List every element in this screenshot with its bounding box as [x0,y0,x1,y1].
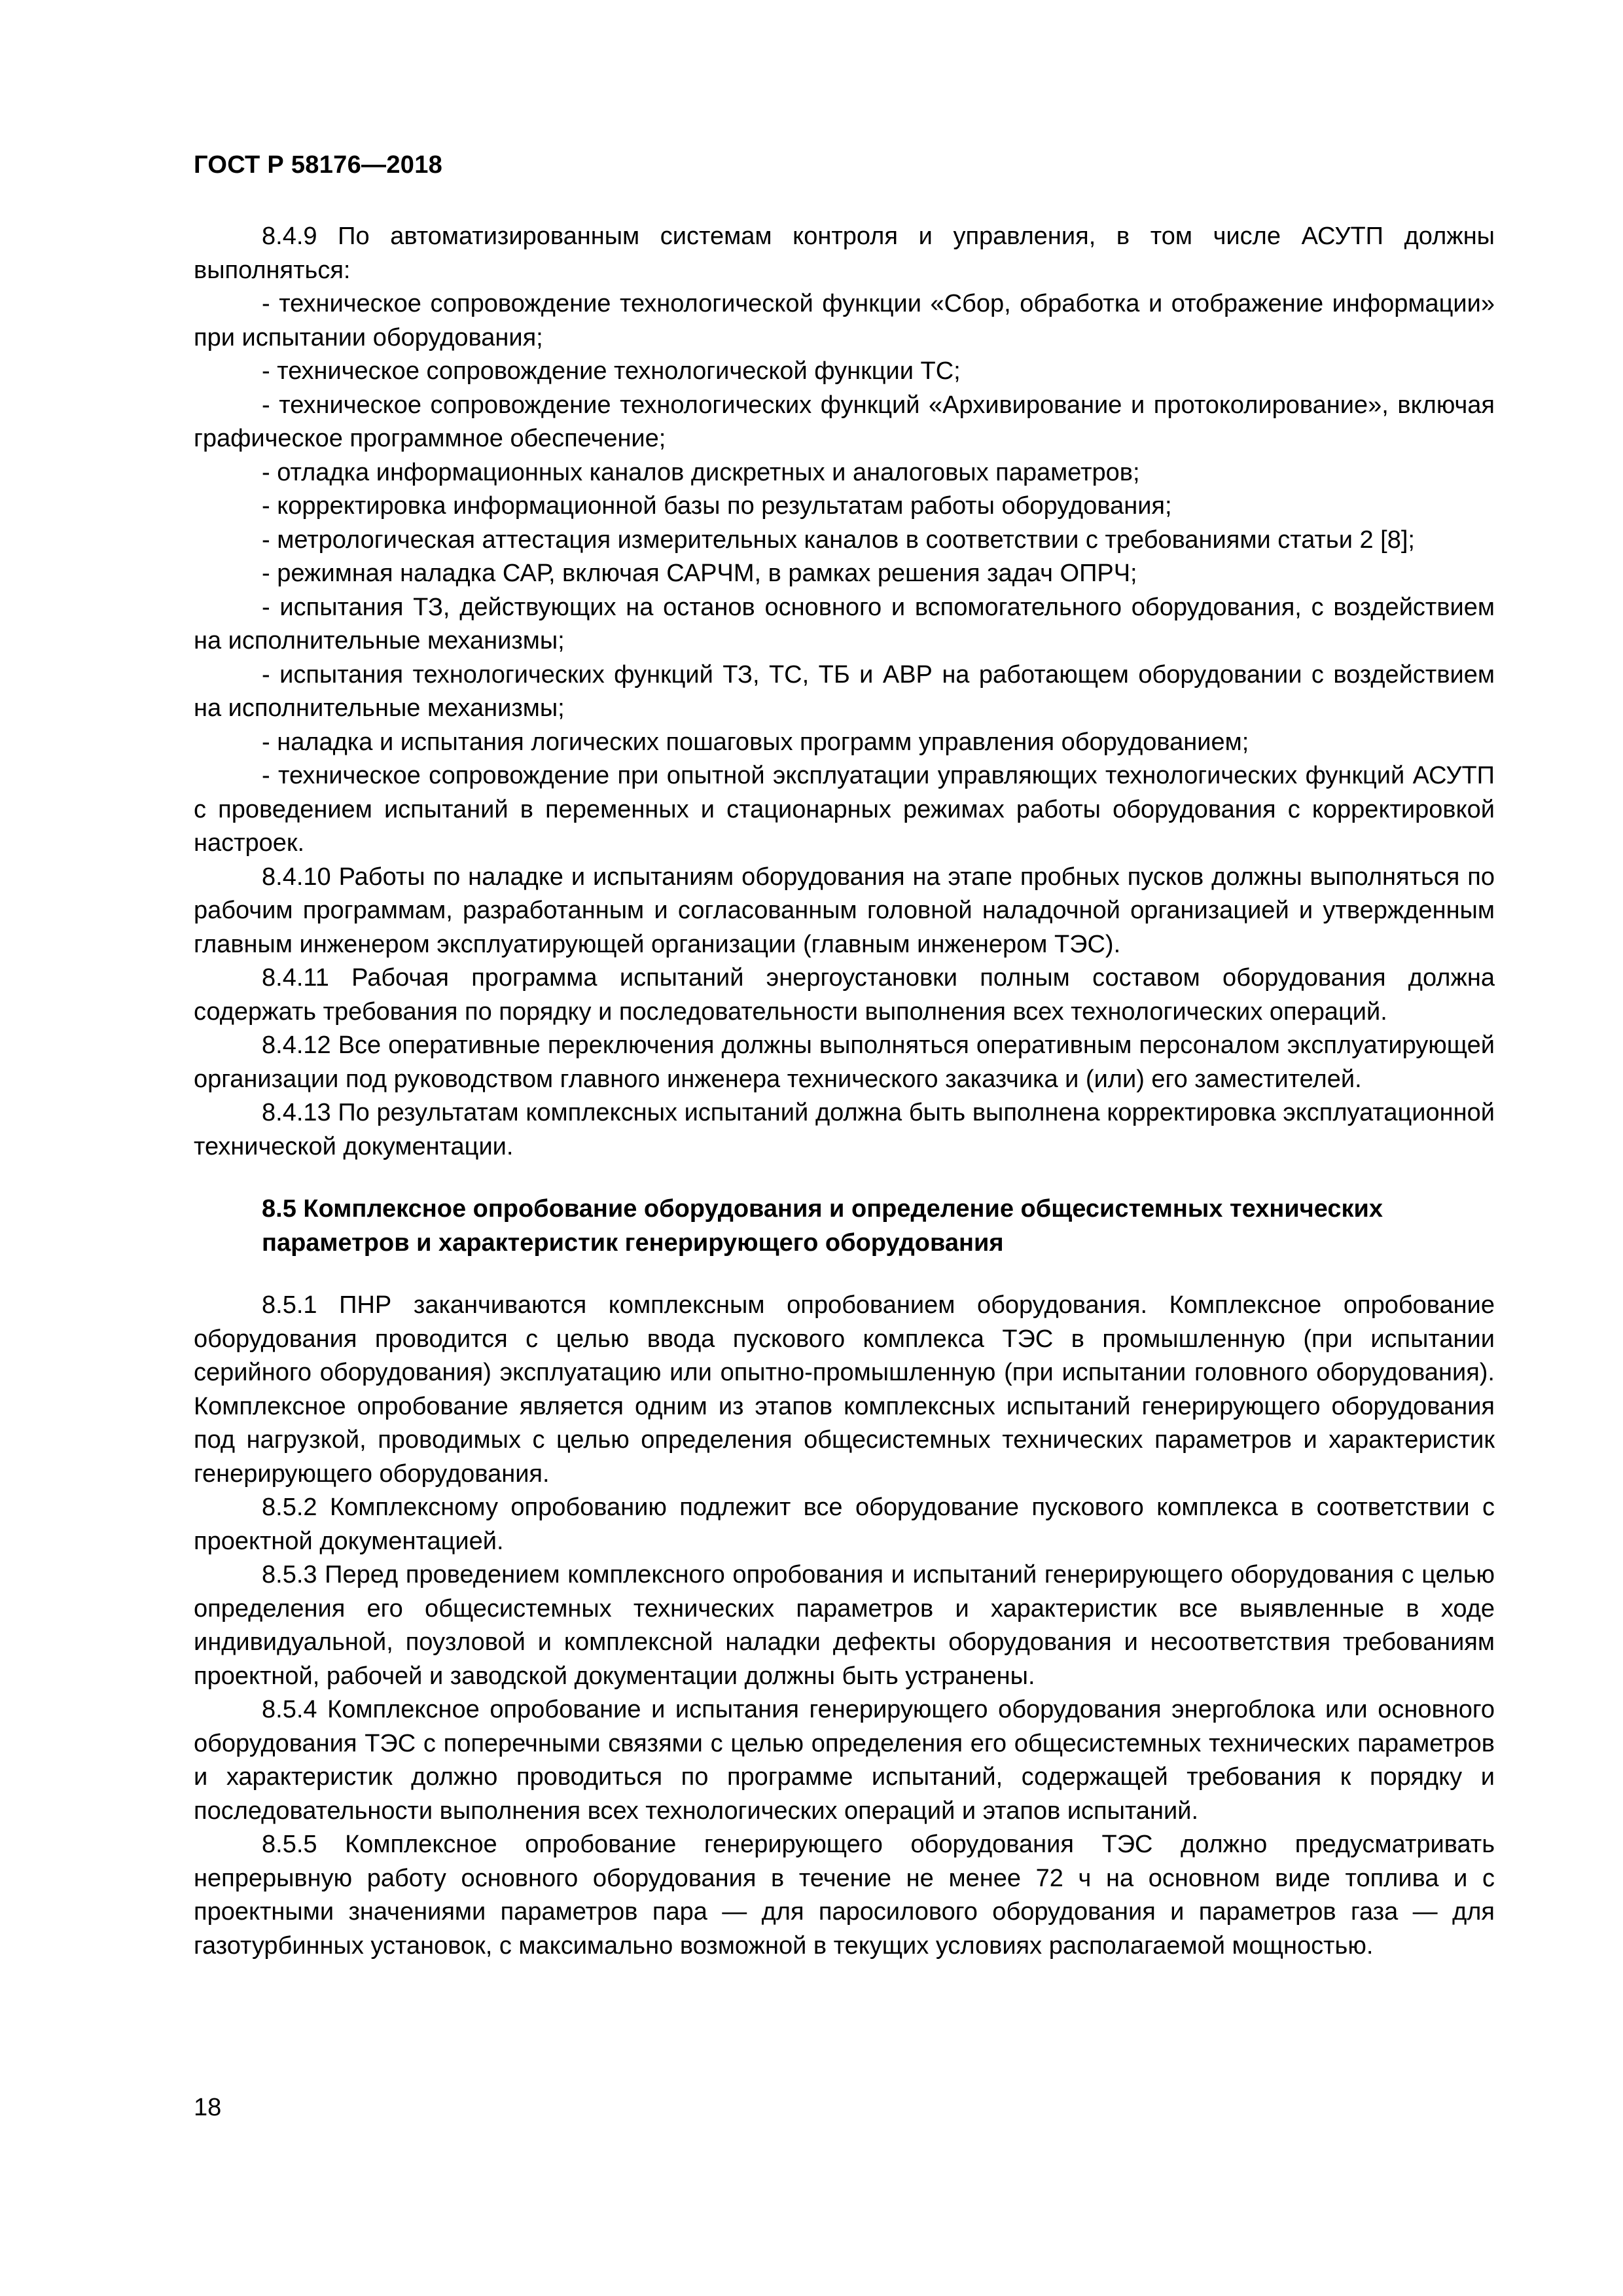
list-item: - метрологическая аттестация измерительных каналов в соответствии с требованиями статьи 2 [8]; [262,526,1415,554]
paragraph-8-4-13: 8.4.13 По результатам комплексных испытаний должна быть выполнена корректировка эксплуатационной технической документации. [194,1099,1495,1160]
list-item: - техническое сопровождение технологической функции ТС; [262,357,961,385]
list-item: - наладка и испытания логических пошаговых программ управления оборудованием; [262,728,1249,756]
paragraph-8-4-10: 8.4.10 Работы по наладке и испытаниям оборудования на этапе пробных пусков должны выполняться по рабочим программам, разработанным и согласованным головной наладочной организацией и утвержденным главным инженером эксплуатирующей организации (главным инженером ТЭС). [194,863,1495,958]
paragraph-8-4-9-intro: 8.4.9 По автоматизированным системам контроля и управления, в том числе АСУТП должны выполняться: [194,223,1495,284]
list-item: - испытания ТЗ, действующих на останов основного и вспомогательного оборудования, с воздействием на исполнительные механизмы; [194,593,1495,655]
paragraph-8-5-3: 8.5.3 Перед проведением комплексного опробования и испытаний генерирующего оборудования с целью определения его общесистемных технических параметров и характеристик все выявленные в ходе индивидуальной, поузловой и комплексной наладки дефекты оборудования и несоответствия требованиям проектной, рабочей и заводской документации должны быть устранены. [194,1561,1495,1690]
paragraph-8-5-4: 8.5.4 Комплексное опробование и испытания генерирующего оборудования энергоблока или основного оборудования ТЭС с поперечными связями с целью определения его общесистемных технических параметров и характеристик должно проводиться по программе испытаний, содержащей требования к порядку и последовательности выполнения всех технологических операций и этапов испытаний. [194,1696,1495,1825]
list-item: - отладка информационных каналов дискретных и аналоговых параметров; [262,458,1140,486]
list-item: - корректировка информационной базы по результатам работы оборудования; [262,492,1172,520]
section-heading-8-5: 8.5 Комплексное опробование оборудования и определение общесистемных технических параметров и характеристик генерирующего оборудования [262,1195,1383,1257]
document-header: ГОСТ Р 58176—2018 [194,151,443,179]
list-item: - техническое сопровождение технологической функции «Сбор, обработка и отображение информации» при испытании оборудования; [194,290,1495,351]
list-item: - испытания технологических функций ТЗ, ТС, ТБ и АВР на работающем оборудовании с воздействием на исполнительные механизмы; [194,660,1495,722]
paragraph-8-4-11: 8.4.11 Рабочая программа испытаний энергоустановки полным составом оборудования должна содержать требования по порядку и последовательности выполнения всех технологических операций. [194,964,1495,1026]
list-item: - техническое сопровождение технологических функций «Архивирование и протоколирование», включая графическое программное обеспечение; [194,391,1495,452]
document-body [194,220,1495,1963]
page-number: 18 [194,2094,222,2121]
list-item: - режимная наладка САР, включая САРЧМ, в рамках решения задач ОПРЧ; [262,560,1137,587]
paragraph-8-5-1: 8.5.1 ПНР заканчиваются комплексным опробованием оборудования. Комплексное опробование оборудования проводится с целью ввода пускового комплекса ТЭС в промышленную (при испытании серийного оборудования) эксплуатацию или опытно-промышленную (при испытании головного оборудования). Комплексное опробование является одним из этапов комплексных испытаний генерирующего оборудования под нагрузкой, проводимых с целью определения общесистемных технических параметров и характеристик генерирующего оборудования. [194,1291,1495,1488]
paragraph-8-5-5: 8.5.5 Комплексное опробование генерирующего оборудования ТЭС должно предусматривать непрерывную работу основного оборудования в течение не менее 72 ч на основном виде топлива и с проектными значениями параметров пара — для паросилового оборудования и параметров газа — для газотурбинных установок, с максимально возможной в текущих условиях располагаемой мощностью. [194,1831,1495,1960]
paragraph-8-5-2: 8.5.2 Комплексному опробованию подлежит все оборудование пускового комплекса в соответствии с проектной документацией. [194,1494,1495,1555]
list-item: - техническое сопровождение при опытной эксплуатации управляющих технологических функций АСУТП с проведением испытаний в переменных и стационарных режимах работы оборудования с корректировкой настроек. [194,762,1495,857]
paragraph-8-4-12: 8.4.12 Все оперативные переключения должны выполняться оперативным персоналом эксплуатирующей организации под руководством главного инженера технического заказчика и (или) его заместителей. [194,1031,1495,1093]
